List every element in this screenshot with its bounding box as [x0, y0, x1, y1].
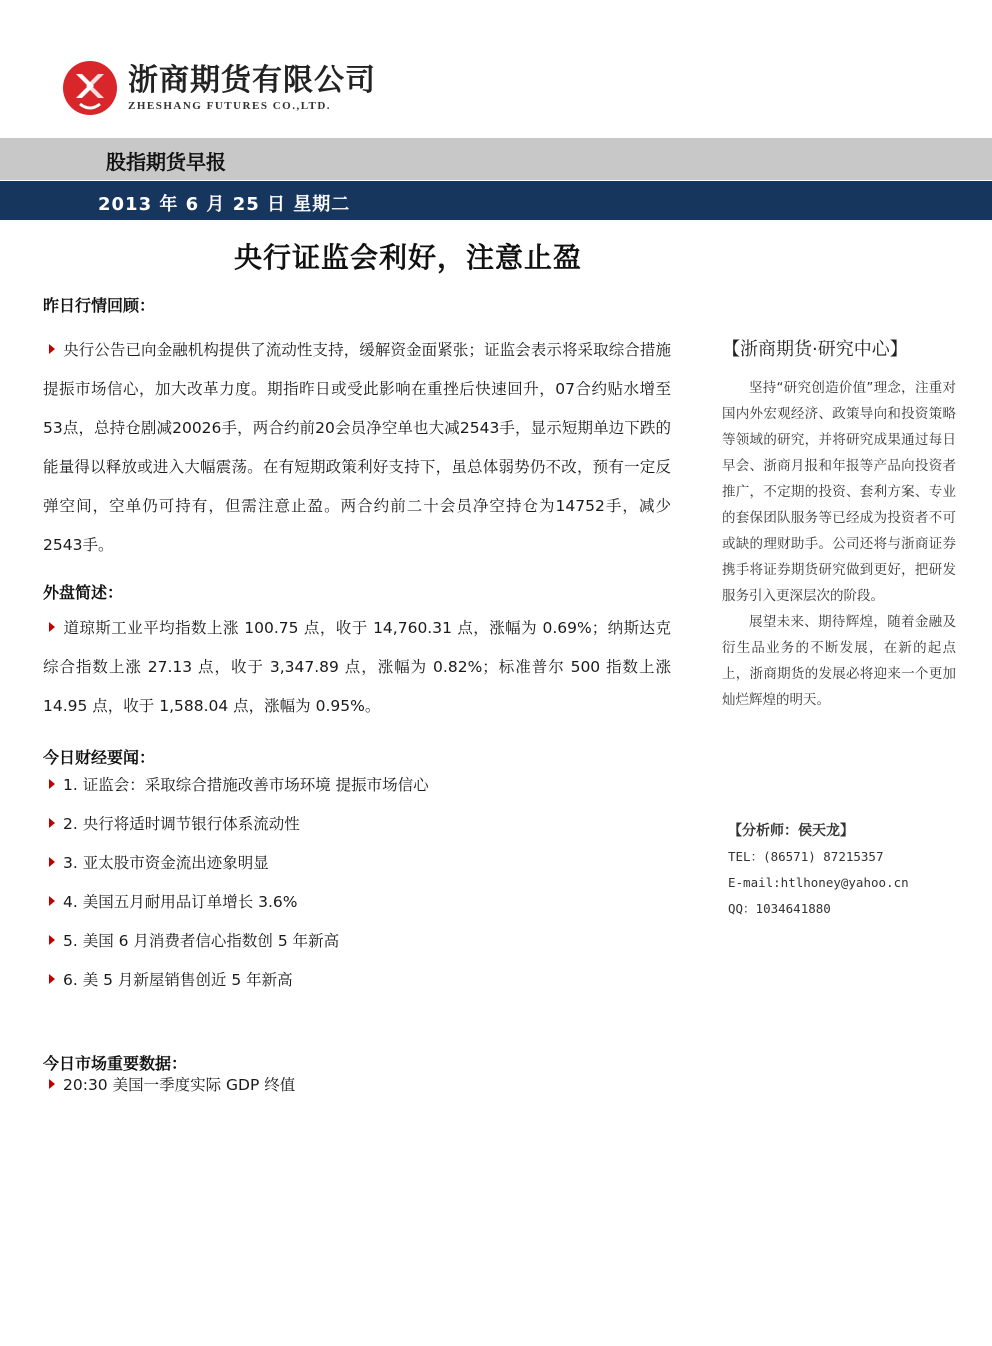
analyst-tel: TEL：(86571) 87215357 [728, 849, 884, 864]
list-item [43, 961, 671, 1000]
review-section-title: 昨日行情回顾： [43, 296, 156, 315]
bullet-arrow-icon [49, 344, 55, 354]
research-center-sidebar [722, 333, 956, 713]
sidebar-paragraph-1: 坚持“研究创造价值”理念，注重对国内外宏观经济、政策导向和投资策略等领域的研究，并将研究成果通过每日早会、浙商月报和年报等产品向投资者推广，不定期的投资、套利方案、专业的套保团队服务等已经成为投资者不可或缺的理财助手。公司还将与浙商证券携手将证券期货研究做到更好，把研发服务引入更深层次的阶段。 [722, 380, 956, 604]
bullet-arrow-icon [49, 974, 55, 984]
sidebar-title: 【浙商期货·研究中心】 [722, 339, 908, 360]
data-list [43, 1066, 671, 1105]
list-item [43, 844, 671, 883]
news-item-text: 3. 亚太股市资金流出迹象明显 [63, 854, 269, 872]
overseas-paragraph [43, 609, 671, 726]
news-item-text: 2. 央行将适时调节银行体系流动性 [63, 815, 300, 833]
review-paragraph [43, 331, 671, 565]
news-section-title: 今日财经要闻： [43, 748, 156, 767]
bullet-arrow-icon [49, 896, 55, 906]
review-text: 央行公告已向金融机构提供了流动性支持，缓解资金面紧张；证监会表示将采取综合措施提振市场信心，加大改革力度。期指昨日或受此影响在重挫后快速回升，07合约贴水增至53点，总持仓剧减20026手，两合约前20会员净空单也大减2543手，显示短期单边下跌的能量得以释放或进入大幅震荡。在有短期政策利好支持下，虽总体弱势仍不改，预有一定反弹空间，空单仍可持有，但需注意止盈。两合约前二十会员净空持仓为14752手，减少2543手。 [43, 341, 671, 554]
report-type-band [0, 138, 992, 180]
bullet-arrow-icon [49, 935, 55, 945]
analyst-contact [728, 818, 968, 922]
company-name-en: ZHESHANG FUTURES CO.,LTD. [128, 100, 332, 112]
bullet-arrow-icon [49, 857, 55, 867]
analyst-qq: QQ：1034641880 [728, 901, 831, 916]
report-headline: 央行证监会利好，注意止盈 [234, 241, 583, 274]
list-item [43, 766, 671, 805]
news-item-text: 5. 美国 6 月消费者信心指数创 5 年新高 [63, 932, 340, 950]
overseas-text: 道琼斯工业平均指数上涨 100.75 点，收于 14,760.31 点，涨幅为 0.69%；纳斯达克综合指数上涨 27.13 点，收于 3,347.89 点，涨幅为 0.82%；标准普尔 500 指数上涨 14.95 点，收于 1,588.04 点，涨幅为 0.95%。 [43, 619, 671, 715]
bullet-arrow-icon [49, 1079, 55, 1089]
data-item-text: 20:30 美国一季度实际 GDP 终值 [63, 1076, 296, 1094]
main-content [43, 295, 671, 1105]
analyst-title: 【分析师：侯天龙】 [728, 823, 854, 839]
date-band [0, 181, 992, 220]
bullet-arrow-icon [49, 622, 55, 632]
list-item [43, 805, 671, 844]
list-item [43, 1066, 671, 1105]
news-item-text: 1. 证监会：采取综合措施改善市场环境 提振市场信心 [63, 776, 429, 794]
list-item [43, 883, 671, 922]
list-item [43, 922, 671, 961]
sidebar-paragraph-2: 展望未来、期待辉煌，随着金融及衍生品业务的不断发展，在新的起点上，浙商期货的发展必将迎来一个更加灿烂辉煌的明天。 [722, 614, 956, 708]
report-type: 股指期货早报 [106, 150, 226, 174]
overseas-section-title: 外盘简述： [43, 583, 124, 602]
report-date: 2013 年 6 月 25 日 星期二 [98, 194, 351, 215]
company-logo [62, 60, 376, 116]
analyst-email: E-mail:htlhoney@yahoo.cn [728, 875, 909, 890]
company-name-cn: 浙商期货有限公司 [128, 63, 376, 98]
news-list [43, 766, 671, 1000]
company-logo-icon [62, 60, 118, 116]
news-item-text: 4. 美国五月耐用品订单增长 3.6% [63, 893, 298, 911]
data-section-title: 今日市场重要数据： [43, 1054, 188, 1073]
bullet-arrow-icon [49, 818, 55, 828]
news-item-text: 6. 美 5 月新屋销售创近 5 年新高 [63, 971, 293, 989]
bullet-arrow-icon [49, 779, 55, 789]
